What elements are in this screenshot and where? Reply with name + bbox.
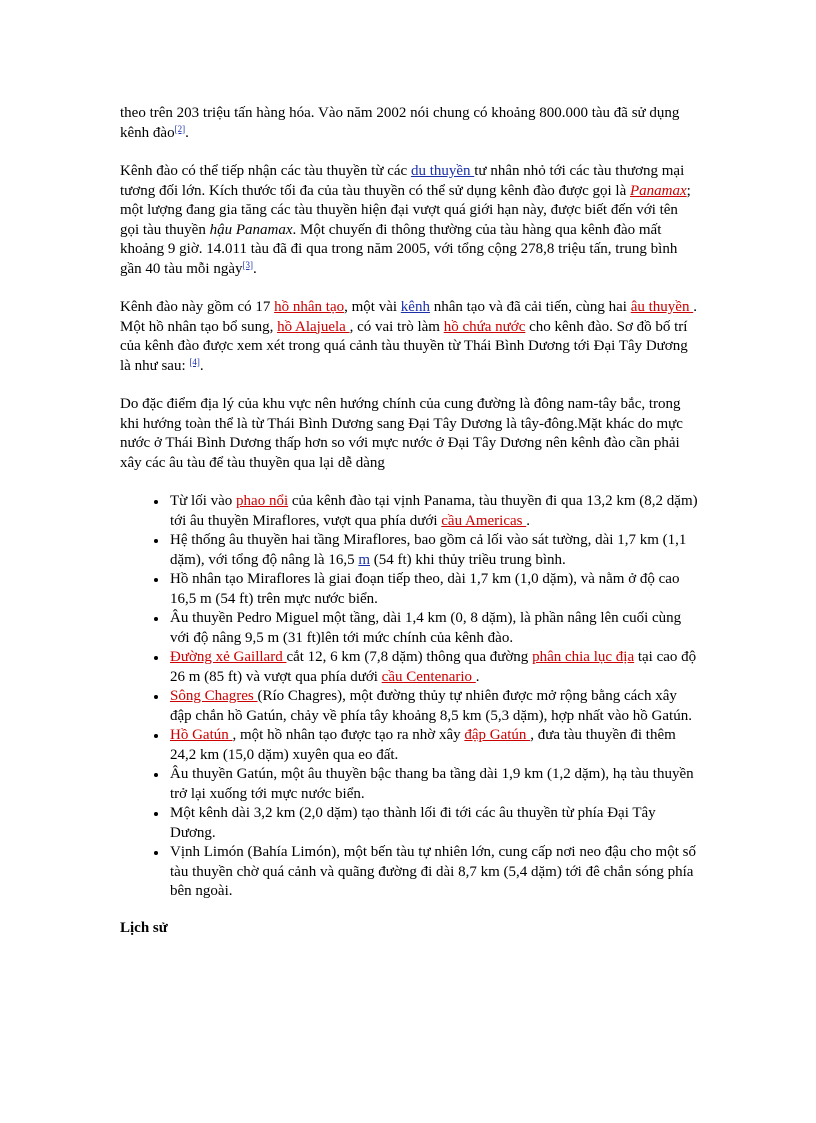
text: theo trên 203 triệu tấn hàng hóa. Vào năm 2002 nói chung có khoảng 800.000 tàu đã sử dụng kênh đào — [120, 105, 680, 141]
link-cau-americas[interactable]: cầu Americas — [441, 512, 527, 529]
link-ho-chua-nuoc[interactable]: hồ chứa nước — [443, 318, 526, 335]
link-panamax[interactable]: Panamax — [629, 182, 687, 199]
list-item: • Một kênh dài 3,2 km (2,0 dặm) tạo thành lối đi tới các âu thuyền từ phía Đại Tây Dương. — [168, 804, 700, 843]
text: . Một hồ nhân tạo bổ sung, — [120, 299, 697, 335]
text: của kênh đào tại vịnh Panama, tàu thuyền đi qua 13,2 km (8,2 dặm) tới âu thuyền Miraflores, vượt qua phía dưới — [170, 493, 698, 529]
link-song-chagres[interactable]: Sông Chagres — [170, 688, 258, 704]
text: . — [252, 260, 257, 277]
canal-route-list — [120, 492, 700, 902]
citation — [242, 260, 253, 270]
paragraph-1 — [120, 104, 700, 143]
text: tư nhân nhỏ tới các tàu thương mại tương đối lớn. Kích thước tối đa của tàu thuyền có thể sử dụng kênh đào được gọi là — [120, 163, 685, 199]
italic-text: hậu Panamax — [209, 221, 293, 238]
section-heading: Lịch sử — [120, 919, 168, 936]
paragraph-2 — [120, 162, 700, 279]
link-ho-alajuela[interactable]: hồ Alajuela — [277, 318, 350, 335]
paragraph-4: Do đặc điểm địa lý của khu vực nên hướng chính của cung đường là đông nam-tây bắc, trong khi hướng toàn thể là từ Thái Bình Dương sang Đại Tây Dương là tây-đông.Mặt khác do mực nước ở Thái Bình Dương thấp hơn so với mực nước ở Đại Tây Dương nên kênh đào cần phải xây các âu tàu để tàu thuyền qua lại dễ dàng — [120, 396, 683, 471]
text: cắt 12, 6 km (7,8 dặm) thông qua đường — [286, 649, 533, 665]
paragraph-3 — [120, 298, 700, 376]
link-ho-nhan-tao[interactable]: hồ nhân tạo — [274, 299, 345, 315]
list-item — [168, 687, 700, 726]
link-m[interactable]: m — [358, 551, 370, 568]
text: . — [526, 512, 530, 529]
citation-link[interactable]: [3] — [242, 259, 253, 270]
link-phan-chia-luc-dia[interactable]: phân chia lục địa — [532, 649, 635, 665]
text: ; một lượng đang gia tăng các tàu thuyền hiện đại vượt quá giới hạn này, được biết đến với tên gọi tàu thuyền — [120, 182, 691, 238]
text: , đưa tàu thuyền đi thêm 24,2 km (15,0 dặm) xuyên qua eo đất. — [170, 727, 676, 763]
citation — [175, 124, 186, 134]
list-item: • Âu thuyền Pedro Miguel một tầng, dài 1,4 km (0, 8 dặm), là phần nâng lên cuối cùng với độ nâng 9,5 m (31 ft)lên tới mức chính của kênh đào. — [168, 609, 700, 648]
link-ho-gatun[interactable]: Hồ Gatún — [170, 727, 233, 743]
text: Kênh đào có thể tiếp nhận các tàu thuyền từ các — [120, 163, 411, 179]
link-au-thuyen[interactable]: âu thuyền — [630, 299, 694, 315]
link-kenh[interactable]: kênh — [400, 299, 430, 315]
text: , một vài — [344, 299, 401, 315]
citation-link[interactable]: [4] — [189, 356, 200, 367]
text: nhân tạo và đã cải tiến, cùng hai — [429, 299, 631, 315]
link-phao-noi[interactable]: phao nổi — [236, 493, 289, 509]
citation — [189, 357, 200, 367]
text: . — [185, 124, 189, 141]
text: Từ lối vào — [170, 493, 237, 509]
text: cho kênh đào. Sơ đồ bố trí của kênh đào được xem xét trong quá cảnh tàu thuyền từ Thái Bình Dương tới Đại Tây Dương là như sau: — [120, 318, 688, 374]
list-item — [168, 531, 700, 570]
list-item — [168, 648, 700, 687]
link-dap-gatun[interactable]: đập Gatún — [464, 727, 531, 743]
link-duong-xe-gaillard[interactable]: Đường xẻ Gaillard — [170, 649, 287, 665]
text: , có vai trò làm — [349, 318, 444, 335]
text: (Río Chagres), một đường thủy tự nhiên được mở rộng bằng cách xây đập chắn hồ Gatún, chảy về phía tây khoảng 8,5 km (5,3 dặm), hợp nhất vào hồ Gatún. — [170, 688, 692, 724]
list-item: • Hồ nhân tạo Miraflores là giai đoạn tiếp theo, dài 1,7 km (1,0 dặm), và nằm ở độ cao 16,5 m (54 ft) trên mực nước biển. — [168, 570, 700, 609]
link-du-thuyen[interactable]: du thuyền — [410, 163, 475, 179]
list-item — [168, 726, 700, 765]
list-item: • Vịnh Limón (Bahía Limón), một bến tàu tự nhiên lớn, cung cấp nơi neo đậu cho một số tàu thuyền chờ quá cảnh và quãng đường đi dài 8,7 km (5,4 dặm) tới đê chắn sóng phía bên ngoài. — [168, 843, 700, 902]
text: Kênh đào này gồm có 17 — [120, 299, 275, 315]
text: Hệ thống âu thuyền hai tầng Miraflores, bao gồm cả lối vào sát tường, dài 1,7 km (1,1 dặm), với tổng độ nâng là 16,5 — [170, 532, 687, 568]
link-cau-centenario[interactable]: cầu Centenario — [381, 668, 476, 685]
text: . — [199, 357, 204, 374]
text: . — [475, 668, 480, 685]
text: tại cao độ 26 m (85 ft) và vượt qua phía dưới — [170, 649, 697, 685]
text: . Một chuyến đi thông thường của tàu hàng qua kênh đào mất khoảng 9 giờ. 14.011 tàu đã đi qua trong năm 2005, với tổng cộng 278,8 triệu tấn, trung bình gần 40 tàu mỗi ngày — [120, 221, 678, 277]
list-item — [168, 492, 700, 531]
text: (54 ft) khi thủy triều trung bình. — [370, 551, 566, 568]
citation-link[interactable]: [2] — [174, 123, 186, 134]
document-page — [120, 104, 700, 938]
list-item: • Âu thuyền Gatún, một âu thuyền bậc thang ba tầng dài 1,9 km (1,2 dặm), hạ tàu thuyền trở lại xuống tới mực nước biển. — [168, 765, 700, 804]
text: , một hồ nhân tạo được tạo ra nhờ xây — [232, 727, 465, 743]
